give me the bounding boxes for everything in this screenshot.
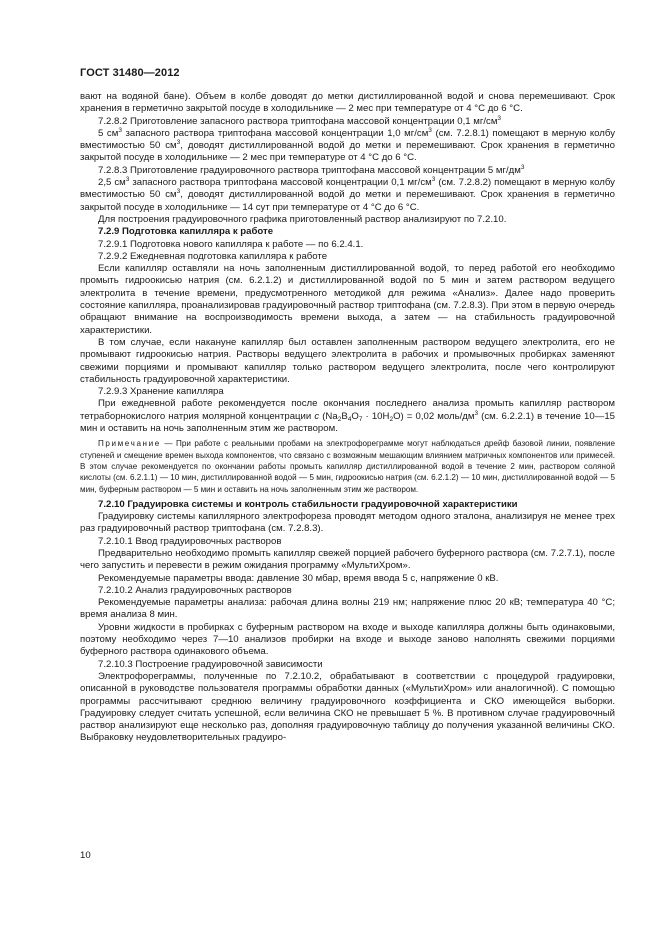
paragraph: Градуировку системы капиллярного электрофореза проводят методом одного эталона, анализируя не менее трех раз градуировочный раствор триптофана (см. 7.2.8.3).	[80, 511, 615, 535]
note-label: Примечание	[98, 439, 161, 449]
paragraph: 7.2.9.1 Подготовка нового капилляра к работе — по 6.2.4.1.	[98, 238, 364, 250]
paragraph: При ежедневной работе рекомендуется после окончания последнего анализа промыть капилляр раствором тетраборнокислого натрия молярной концентрации c $(Na_2B_4O_7 \cdot 10H_2O) = 0,02$ моль/$дм^3$ (см. 6.2.2.1) в течение 10—15 мин и оставить на ночь заполненным этим же раствором.	[80, 398, 615, 435]
paragraph: В том случае, если накануне капилляр был оставлен заполненным раствором ведущего электролита, его не промывают гидроокисью натрия. Растворы ведущего электролита в рабочих и промывочных пробирках заменяют свежими порциями и промывают капилляр только раствором ведущего электролита, после чего контролируют стабильность градуировочной характеристики.	[80, 336, 615, 385]
paragraph: 2,5 $см^3$ запасного раствора триптофана массовой концентрации 0,1 $мг/см^3$ (см. 7.2.8.2) помещают в мерную колбу вместимостью 50 $см^3$, доводят дистиллированной водой до метки и перемешивают. Срок хранения в герметично закрытой посуде в холодильнике — 14 сут при температуре от 4 °C до 6 °C.	[80, 176, 615, 213]
paragraph: 5 $см^3$ запасного раствора триптофана массовой концентрации 1,0 $мг/см^3$ (см. 7.2.8.1) помещают в мерную колбу вместимостью 50 $см^3$, доводят дистиллированной водой до метки и перемешивают. Срок хранения в герметично закрытой посуде в холодильнике — 2 мес при температуре от 4 °C до 6 °C.	[80, 126, 615, 164]
document-header: ГОСТ 31480—2012	[80, 67, 180, 79]
paragraph: Если капилляр оставляли на ночь заполненным дистиллированной водой, то перед работой его необходимо промыть гидроокисью натрия (см. 6.2.1.2) и дистиллированной водой по 5 мин и затем раствором ведущего электролита в течение времени, предусмотренного методикой для режима «Анализ». Далее надо проверить состояние капилляра, проанализировав градуировочный раствор триптофана (см. 7.2.8.3). При этом в первую очередь обращают внимание на воспроизводимость времени выхода, а затем — на стабильность градуировочной характеристики.	[80, 263, 615, 336]
section-7-2-10-heading: 7.2.10 Градуировка системы и контроль стабильности градуировочной характеристики	[98, 498, 518, 510]
document-body	[80, 91, 615, 745]
subsection-7-2-8-3-heading: 7.2.8.3 Приготовление градуировочного раствора триптофана массовой концентрации 5 $мг/дм^3$	[98, 163, 525, 176]
paragraph: 7.2.10.2 Анализ градуировочных растворов	[98, 584, 292, 596]
note: Примечание — При работе с реальными пробами на электрофореграмме могут наблюдаться дрейф базовой линии, появление ступеней и смещение времен выхода компонентов, что связано с возможным мешающим влиянием матричных компонентов или примесей. В этом случае рекомендуется по окончании работы промыть капилляр дистиллированной водой в течение 2 мин, раствором соляной кислоты (см. 6.2.1.1) — 10 мин, дистиллированной водой — 5 мин, гидроокисью натрия (см. 6.2.1.2) — 10 мин, дистиллированной водой — 5 мин, буферным раствором — 5 мин и оставить на ночь заполненным этим же раствором.	[80, 439, 615, 494]
paragraph: 7.2.10.3 Построение градуировочной зависимости	[98, 658, 323, 670]
section-7-2-9-heading: 7.2.9 Подготовка капилляра к работе	[98, 226, 274, 238]
paragraph: Рекомендуемые параметры ввода: давление 30 мбар, время ввода 5 с, напряжение 0 кВ.	[98, 572, 499, 584]
paragraph: Предварительно необходимо промыть капилляр свежей порцией рабочего буферного раствора (см. 7.2.7.1), после чего запустить и перевести в режим ожидания программу «МультиХром».	[80, 547, 615, 572]
paragraph: Электрофореграммы, полученные по 7.2.10.2, обрабатывают в соответствии с процедурой градуировки, описанной в руководстве пользователя программы обработки данных («МультиХром» или аналогичной). С помощью программы рассчитывают среднюю величину градуировочного коэффициента и СКО имеющейся выборки. Градуировку следует считать успешной, если величина СКО не превышает 5 %. В противном случае градуировочный раствор анализируют еще несколько раз, дополняя градуировочную таблицу до получения указанной величины СКО. Выбраковку неудовлетворительных градуиро-	[80, 670, 615, 744]
paragraph: 7.2.9.2 Ежедневная подготовка капилляра к работе	[98, 250, 328, 262]
paragraph: Рекомендуемые параметры анализа: рабочая длина волны 219 нм; напряжение плюс 20 кВ; температура 40 °C; время анализа 8 мин.	[80, 597, 615, 621]
paragraph: 7.2.9.3 Хранение капилляра	[98, 386, 224, 398]
paragraph: вают на водяной бане). Объем в колбе доводят до метки дистиллированной водой и снова перемешивают. Срок хранения в герметично закрытой посуде в холодильнике — 2 мес при температуре от 4 °C до 6 °C.	[80, 91, 615, 115]
paragraph: 7.2.10.1 Ввод градуировочных растворов	[98, 535, 282, 547]
page-number: 10	[80, 850, 91, 861]
paragraph: Для построения градуировочного графика приготовленный раствор анализируют по 7.2.10.	[98, 213, 507, 225]
subsection-7-2-8-2-heading: 7.2.8.2 Приготовление запасного раствора триптофана массовой концентрации 0,1 $мг/см^3$	[98, 114, 502, 127]
paragraph: Уровни жидкости в пробирках с буферным раствором на входе и выходе капилляра должны быть одинаковыми, поэтому необходимо через 7—10 анализов пробирки на входе и выходе заново наполнять свежими порциями буферного раствора одинакового объема.	[80, 621, 615, 658]
